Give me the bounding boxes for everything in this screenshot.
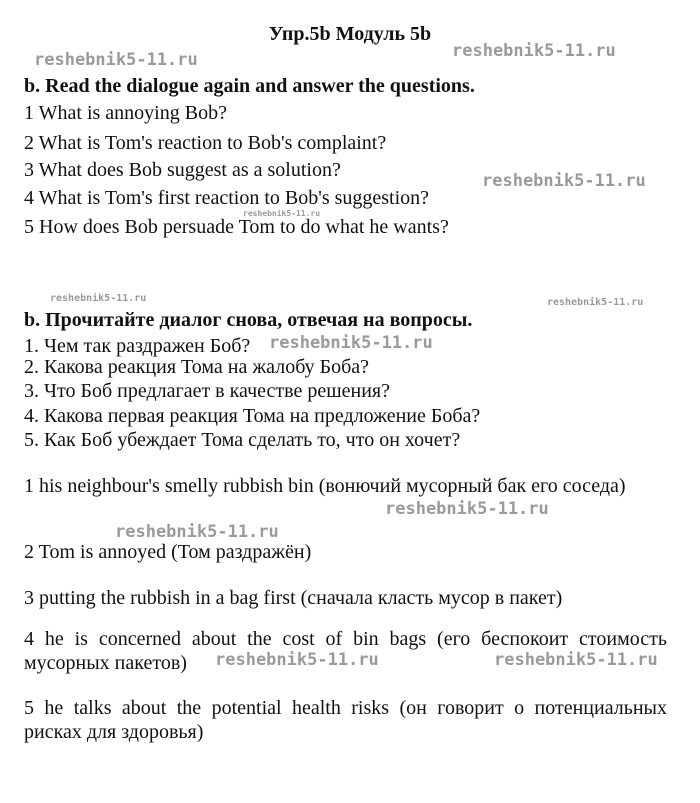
- watermark: reshebnik5-11.ru: [215, 650, 379, 670]
- watermark: reshebnik5-11.ru: [452, 41, 616, 61]
- watermark: reshebnik5-11.ru: [50, 293, 147, 304]
- russian-question: 2. Какова реакция Тома на жалобу Боба?: [24, 356, 370, 378]
- watermark: reshebnik5-11.ru: [547, 297, 644, 308]
- watermark: reshebnik5-11.ru: [494, 650, 658, 670]
- english-heading: b. Read the dialogue again and answer the questions.: [24, 75, 475, 97]
- watermark: reshebnik5-11.ru: [34, 50, 198, 70]
- russian-question: 3. Что Боб предлагает в качестве решения?: [24, 380, 391, 402]
- watermark: reshebnik5-11.ru: [482, 171, 646, 191]
- answer-item: 1 his neighbour's smelly rubbish bin (вонючий мусорный бак его соседа): [24, 475, 626, 497]
- answer-item: 5 he talks about the potential health risks (он говорит о потенциальных рисках для здоровья): [24, 697, 667, 743]
- english-question: 2 What is Tom's reaction to Bob's complaint?: [24, 132, 387, 154]
- russian-question: 1. Чем так раздражен Боб?: [24, 335, 251, 357]
- english-question: 3 What does Bob suggest as a solution?: [24, 159, 341, 181]
- english-question: 4 What is Tom's first reaction to Bob's suggestion?: [24, 187, 430, 209]
- watermark: reshebnik5-11.ru: [115, 522, 279, 542]
- english-question: 1 What is annoying Bob?: [24, 102, 227, 124]
- answer-item: 4 he is concerned about the cost of bin bags (его беспокоит стоимость мусорных пакетов): [24, 628, 667, 674]
- watermark: reshebnik5-11.ru: [269, 333, 433, 353]
- russian-question: 4. Какова первая реакция Тома на предложение Боба?: [24, 405, 481, 427]
- page-title: Упр.5b Модуль 5b: [268, 23, 432, 45]
- russian-question: 5. Как Боб убеждает Тома сделать то, что он хочет?: [24, 429, 461, 451]
- watermark: reshebnik5-11.ru: [385, 499, 549, 519]
- russian-heading: b. Прочитайте диалог снова, отвечая на вопросы.: [24, 309, 473, 331]
- answer-item: 2 Tom is annoyed (Том раздражён): [24, 541, 312, 563]
- watermark: reshebnik5-11.ru: [243, 209, 321, 218]
- english-question: 5 How does Bob persuade Tom to do what he wants?: [24, 216, 449, 238]
- answer-item: 3 putting the rubbish in a bag first (сначала класть мусор в пакет): [24, 587, 563, 609]
